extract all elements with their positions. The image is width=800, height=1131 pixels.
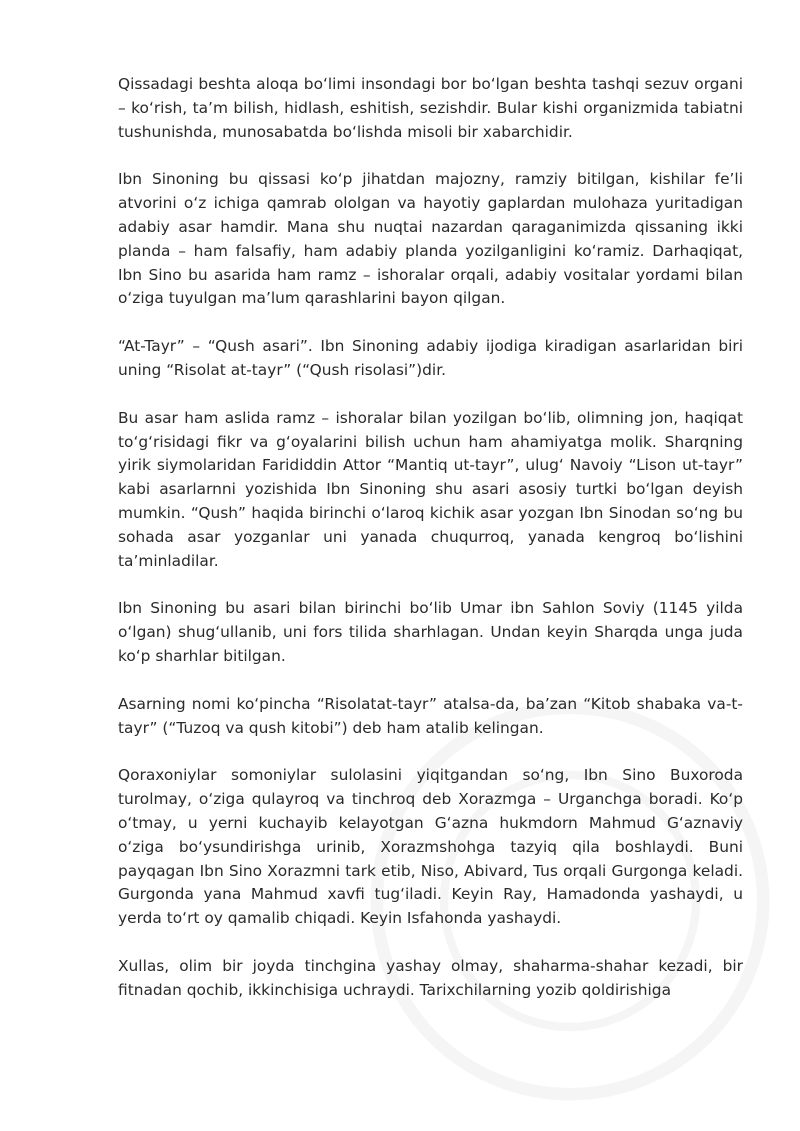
paragraph-five-senses: Qissadagi beshta aloqa boʻlimi insondagi bor boʻlgan beshta tashqi sezuv organi – koʻrish, taʼm bilish, hidlash, eshitish, sezishdir. Bular kishi organizmida tabiatni tushunishda, munosabatda boʻlishda misoli bir xabarchidir. [118,75,743,141]
paragraph-wandering: Xullas, olim bir joyda tinchgina yashay olmay, shaharma-shahar kezadi, bir fitnadan qochib, ikkinchisiga uchraydi. Tarixchilarning yozib qoldirishiga [118,956,743,999]
paragraph-at-tayr-intro: “At-Tayr” – “Qush asari”. Ibn Sinoning adabiy ijodiga kiradigan asarlaridan biri uning “Risolat at-tayr” (“Qush risolasi”)dir. [118,337,743,379]
paragraph-at-tayr-influence: Bu asar ham aslida ramz – ishoralar bilan yozilgan boʻlib, olimning jon, haqiqat toʻgʻrisidagi fikr va gʻoyalarini bilish uchun ham ahamiyatga molik. Sharqning yirik siymolaridan Farididdin Attor “Mantiq ut-tayr”, ulugʻ Navoiy “Lison ut-tayr” kabi asarlarnni yozishida Ibn Sinoning shu asari asosiy turtki boʻlgan deyish mumkin. “Qush” haqida birinchi oʻlaroq kichik asar yozgan Ibn Sinodan soʻng bu sohada asar yozganlar uni yanada chuqurroq, yanada kengroq boʻlishini taʼminladilar. [118,408,743,570]
paragraph-commentaries: Ibn Sinoning bu asari bilan birinchi boʻlib Umar ibn Sahlon Soviy (1145 yilda oʻlgan) shugʻullanib, uni fors tilida sharhlagan. Undan keyin Sharqda unga juda koʻp sharhlar bitilgan. [118,599,743,665]
document-body [118,73,743,1003]
paragraph-work-title: Asarning nomi koʻpincha “Risolatat-tayr” atalsa-da, baʼzan “Kitob shabaka va-t-tayr” (“Tuzoq va qush kitobi”) deb ham atalib kelingan. [118,694,743,737]
paragraph-allegorical-story: Ibn Sinoning bu qissasi koʻp jihatdan majozny, ramziy bitilgan, kishilar feʼli atvorini oʻz ichiga qamrab ololgan va hayotiy gaplardan mulohaza yuritadigan adabiy asar hamdir. Mana shu nuqtai nazardan qaraganimizda qissaning ikki planda – ham falsafiy, ham adabiy planda yozilganligini koʻramiz. Darhaqiqat, Ibn Sino bu asarida ham ramz – ishoralar orqali, adabiy vositalar yordami bilan oʻziga tuyulgan maʼlum qarashlarini bayon qilgan. [118,170,743,308]
paragraph-travels: Qoraxoniylar somoniylar sulolasini yiqitgandan soʻng, Ibn Sino Buxoroda turolmay, oʻziga qulayroq va tinchroq deb Xorazmga – Urganchga boradi. Koʻp oʻtmay, u yerni kuchayib kelayotgan Gʻazna hukmdorn Mahmud Gʻaznaviy oʻziga boʻysundirishga urinib, Xorazmshohga tazyiq qila boshlaydi. Buni payqagan Ibn Sino Xorazmni tark etib, Niso, Abivard, Tus orqali Gurgonga keladi. Gurgonda yana Mahmud xavfi tugʻiladi. Keyin Ray, Hamadonda yashaydi, u yerda toʻrt oy qamalib chiqadi. Keyin Isfahonda yashaydi. [118,766,743,928]
